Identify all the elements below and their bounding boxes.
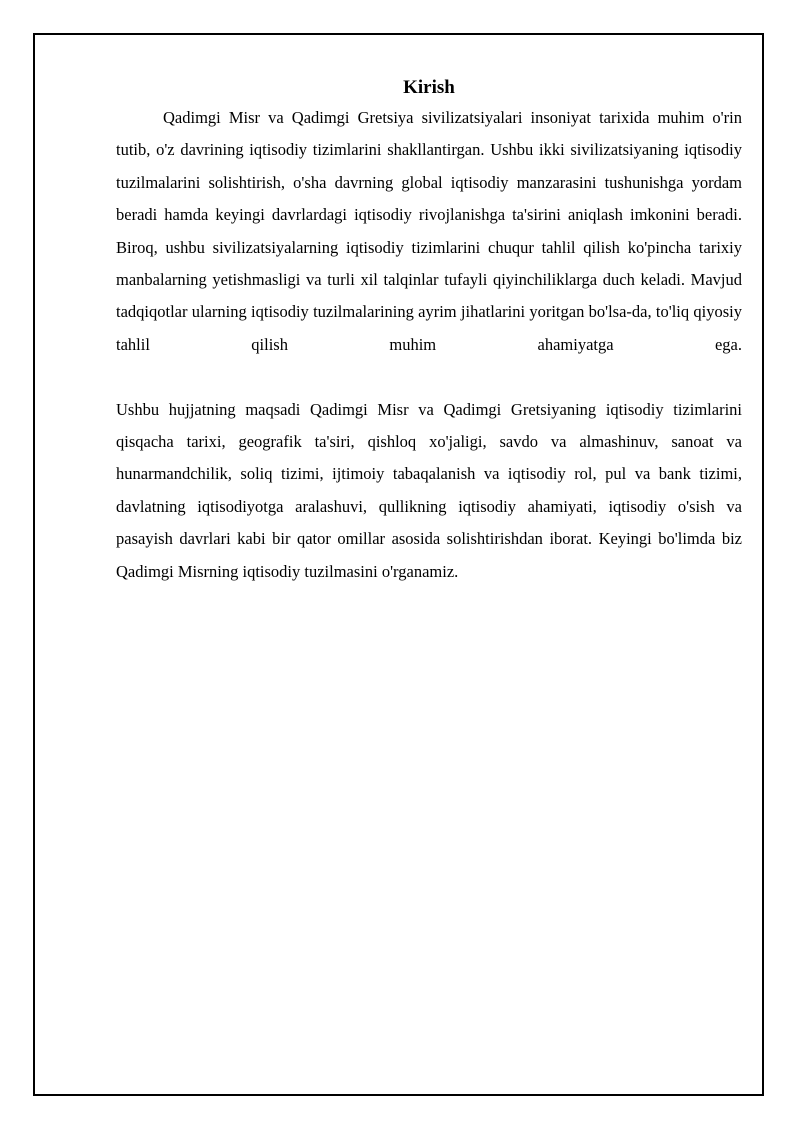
paragraph-gap	[116, 361, 742, 393]
document-body	[116, 74, 742, 588]
paragraph-purpose: Ushbu hujjatning maqsadi Qadimgi Misr va Qadimgi Gretsiyaning iqtisodiy tizimlarini qisqacha tarixi, geografik ta'siri, qishloq xo'jaligi, savdo va almashinuv, sanoat va hunarmandchilik, soliq tizimi, ijtimoiy tabaqalanish va iqtisodiy rol, pul va bank tizimi, davlatning iqtisodiyotga aralashuvi, qullikning iqtisodiy ahamiyati, iqtisodiy o'sish va pasayish davrlari kabi bir qator omillar asosida solishtirishdan iborat. Keyingi bo'limda biz Qadimgi Misrning iqtisodiy tuzilmasini o'rganamiz.	[116, 399, 742, 581]
document-title: Kirish	[403, 77, 455, 98]
paragraph-intro: Qadimgi Misr va Qadimgi Gretsiya sivilizatsiyalari insoniyat tarixida muhim o'rin tutib, o'z davrining iqtisodiy tizimlarini shakllantirgan. Ushbu ikki sivilizatsiyaning iqtisodiy tuzilmalarini solishtirish, o'sha davrning global iqtisodiy manzarasini tushunishga yordam beradi hamda keyingi davrlardagi iqtisodiy rivojlanishga ta'sirini aniqlash imkonini beradi. Biroq, ushbu sivilizatsiyalarning iqtisodiy tizimlarini chuqur tahlil qilish ko'pincha tarixiy manbalarning yetishmasligi va turli xil talqinlar tufayli qiyinchiliklarga duch keladi. Mavjud tadqiqotlar ularning iqtisodiy tuzilmalarining ayrim jihatlarini yoritgan bo'lsa-da, to'liq qiyosiy tahlil qilish muhim ahamiyatga ega.	[116, 108, 742, 354]
